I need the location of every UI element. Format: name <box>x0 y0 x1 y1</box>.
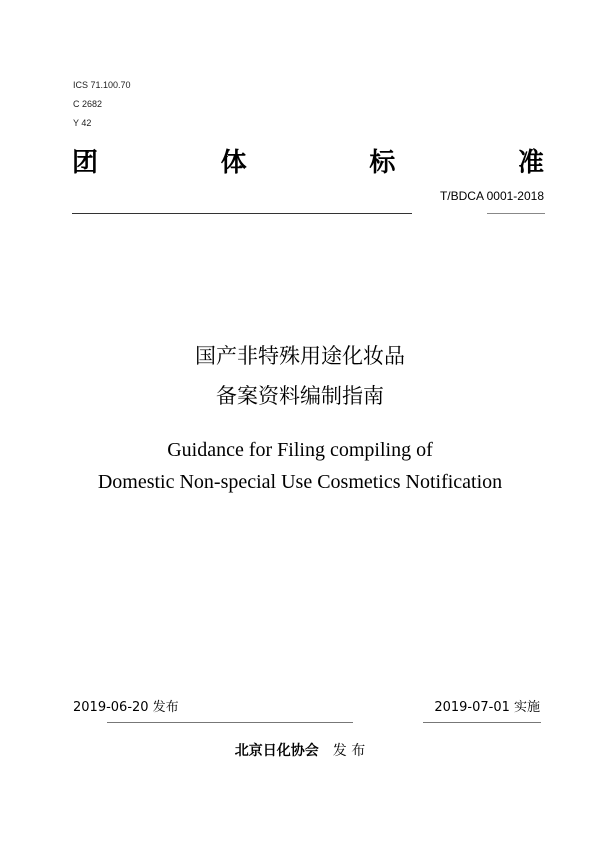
title-en-line: Guidance for Filing compiling of <box>167 439 433 461</box>
heading-char: 准 <box>517 148 544 178</box>
document-title-en <box>0 434 600 498</box>
header-rule <box>72 213 412 214</box>
heading-char: 团 <box>72 148 99 178</box>
issuer <box>0 740 600 760</box>
ccs-code: C 2682 <box>73 99 103 109</box>
heading-char: 标 <box>369 148 396 178</box>
effective-date: 2019-07-01 实施 <box>434 700 540 715</box>
standard-type-heading <box>72 142 544 179</box>
classification-codes <box>73 76 131 133</box>
footer-rule-right <box>423 722 541 723</box>
title-cn-line: 备案资料编制指南 <box>216 384 384 408</box>
standard-number: T/BDCA 0001-2018 <box>439 189 544 203</box>
header-rule-short <box>487 213 545 214</box>
document-title-cn <box>0 336 600 416</box>
y-code: Y 42 <box>73 118 92 128</box>
footer-rule-left <box>107 722 353 723</box>
ics-code: ICS 71.100.70 <box>73 80 131 90</box>
issuer-action: 发 布 <box>332 743 366 759</box>
title-cn-line: 国产非特殊用途化妆品 <box>195 344 405 368</box>
release-date: 2019-06-20 发布 <box>73 700 179 715</box>
title-en-line: Domestic Non-special Use Cosmetics Notification <box>97 471 503 493</box>
heading-char: 体 <box>220 148 247 178</box>
issuer-name: 北京日化协会 <box>234 743 319 759</box>
